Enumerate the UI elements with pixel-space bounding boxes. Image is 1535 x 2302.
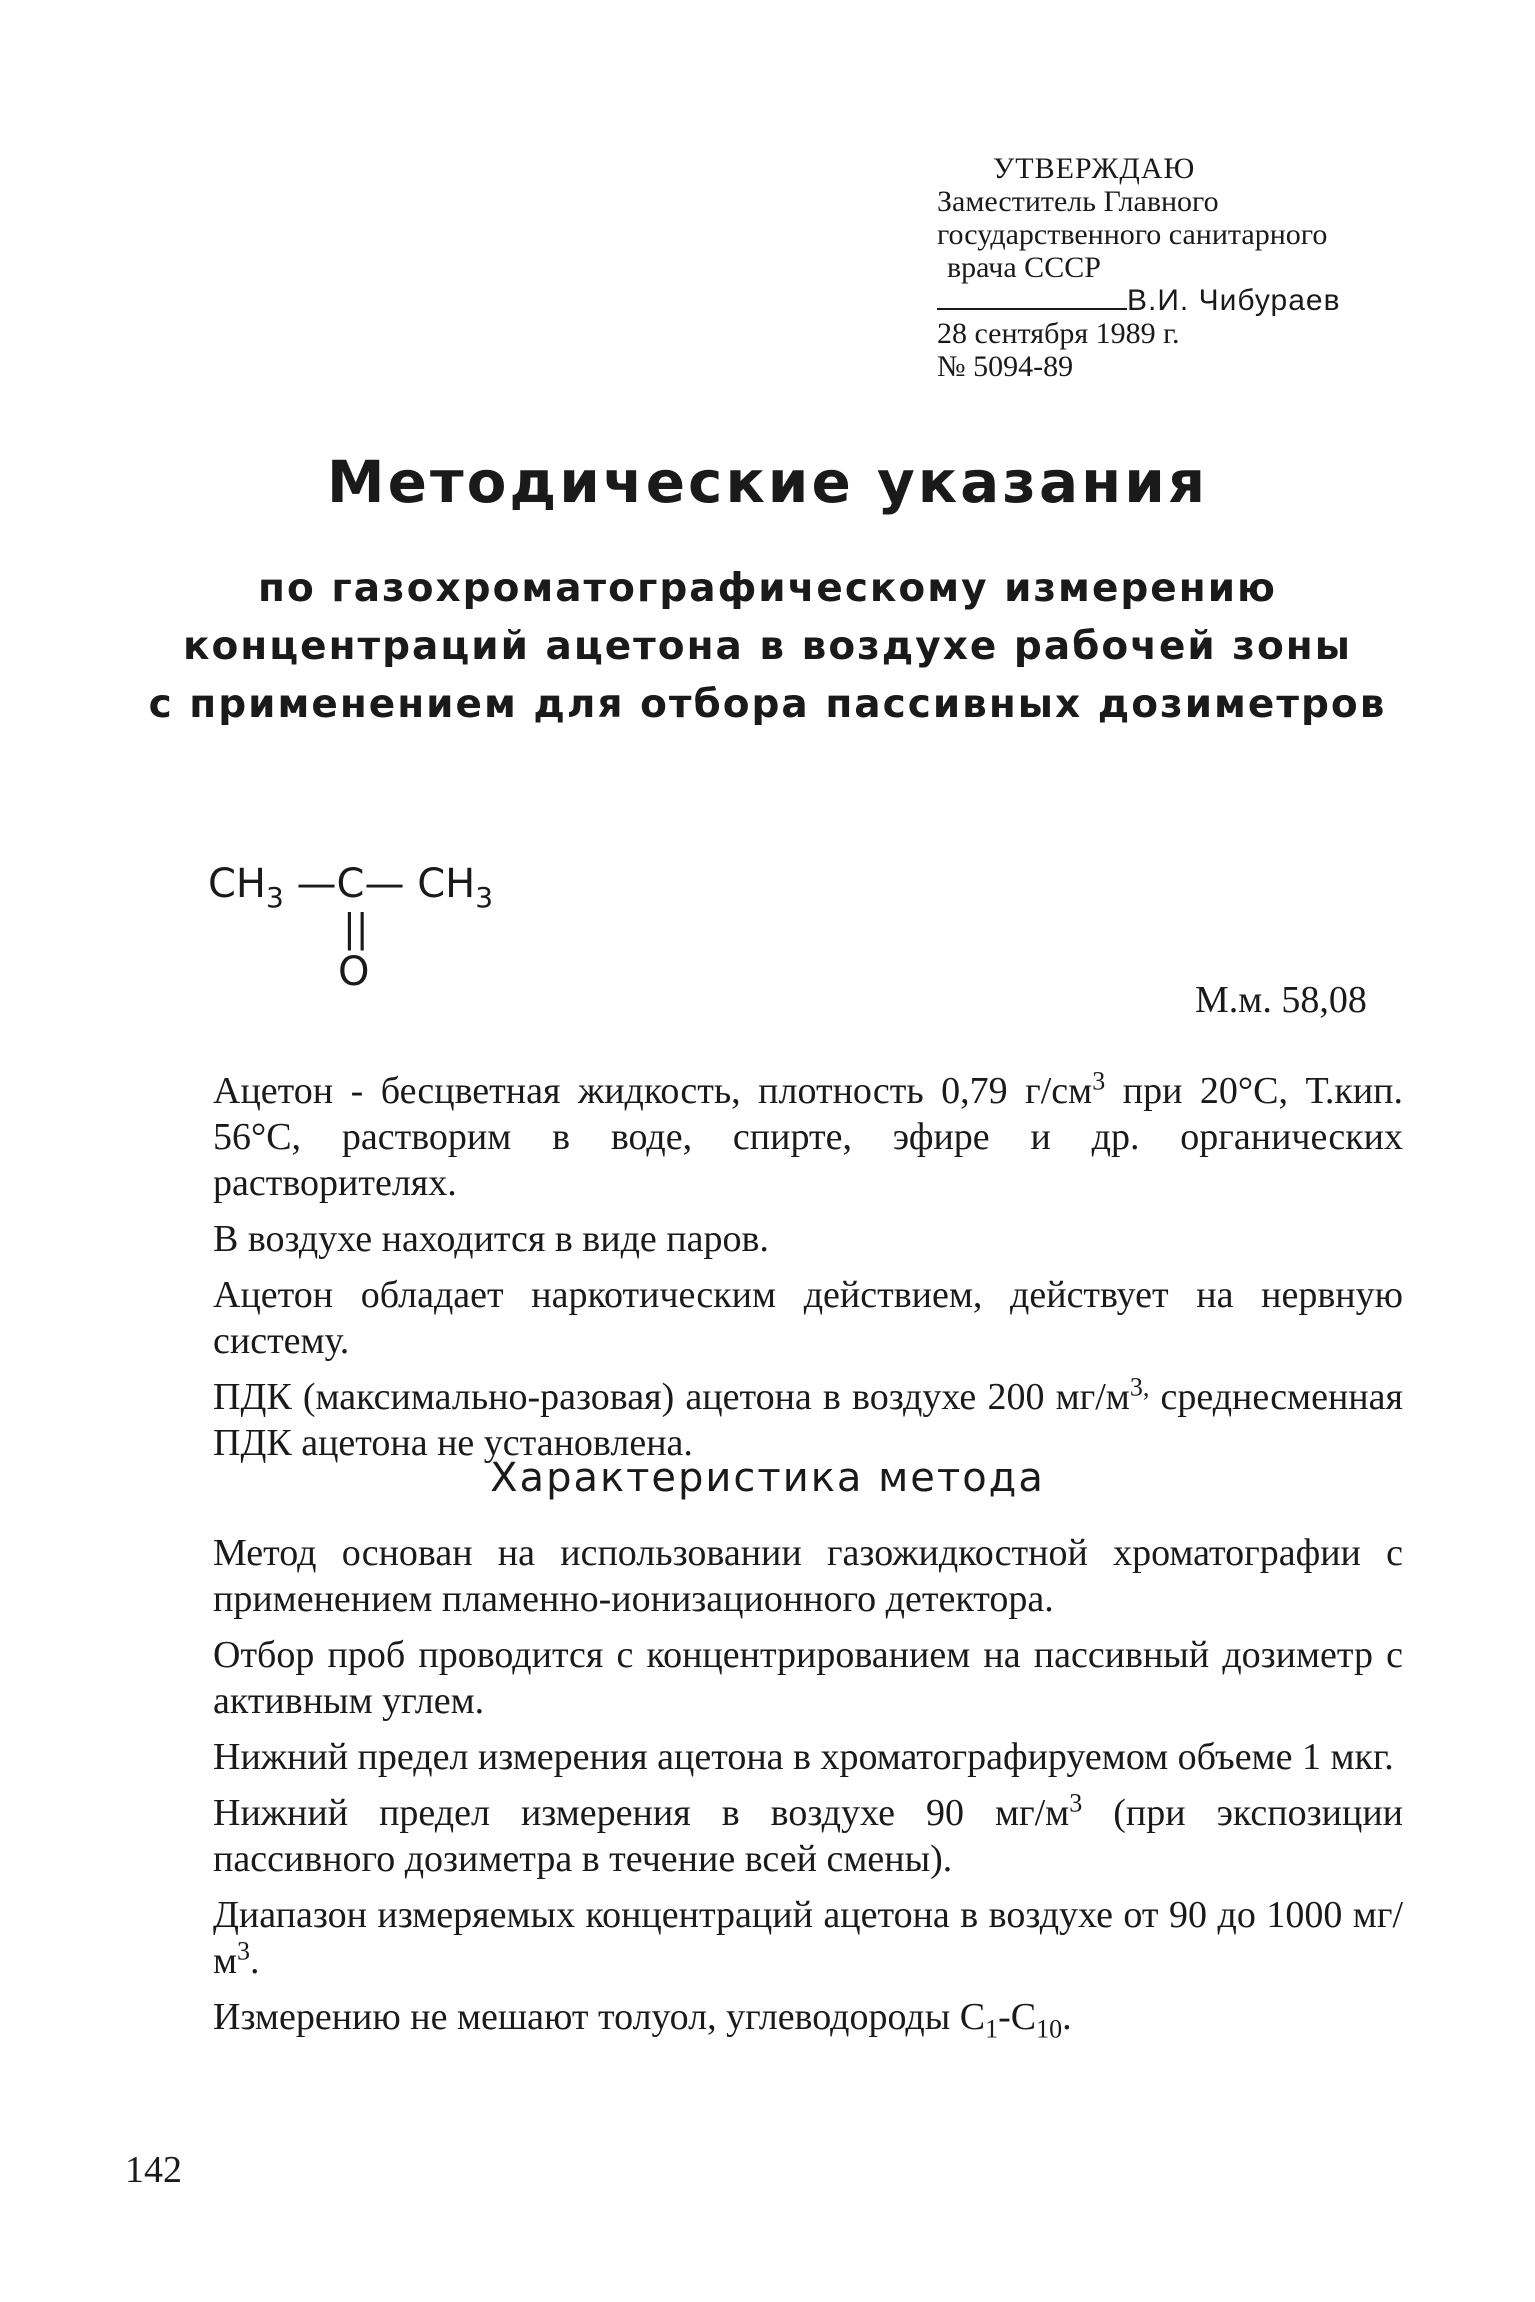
- property-paragraph-4: [213, 1374, 1403, 1466]
- m5-text-a: Диапазон измеряемых концентраций ацетона в воздухе от 90 до 1000 мг/м: [213, 1894, 1403, 1982]
- properties-section: [213, 1068, 1403, 1476]
- method-paragraph-5: [213, 1892, 1403, 1984]
- m5-text-b: .: [250, 1940, 260, 1982]
- p4-text-a: ПДК (максимально-разовая) ацетона в воздухе 200 мг/м: [213, 1376, 1130, 1418]
- approval-heading: УТВЕРЖДАЮ: [993, 152, 1196, 185]
- m6-text-mid: -С: [998, 1996, 1037, 2038]
- method-paragraph-1: Метод основан на использовании газожидкостной хроматографии с применением пламенно-ионизационного детектора.: [213, 1532, 1403, 1620]
- m5-sup: 3: [237, 1936, 251, 1966]
- approval-position-line3: врача СССР: [947, 251, 1101, 284]
- formula-middle: —C—: [283, 861, 418, 907]
- method-paragraph-4: [213, 1790, 1403, 1882]
- m6-text-a: Измерению не мешают толуол, углеводороды С: [213, 1996, 986, 2038]
- m4-text-b: (при экспозиции пассивного дозиметра в течение всей смены).: [213, 1792, 1403, 1880]
- approval-number: № 5094-89: [937, 350, 1074, 383]
- acetone-structural-formula: [208, 862, 493, 994]
- formula-oxygen: O: [338, 949, 370, 995]
- approval-position-line1: Заместитель Главного: [937, 185, 1219, 218]
- formula-ch-left: CH: [208, 861, 267, 907]
- subtitle-line3: с применением для отбора пассивных дозиметров: [148, 682, 1387, 727]
- formula-ch-right: CH: [417, 861, 476, 907]
- property-paragraph-1: [213, 1068, 1403, 1206]
- subtitle-line1: по газохроматографическому измерению: [258, 566, 1277, 611]
- property-paragraph-3: Ацетон обладает наркотическим действием, действует на нервную систему.: [213, 1274, 1403, 1362]
- formula-sub-left: 3: [266, 881, 284, 914]
- p4-text-b: среднесменная ПДК ацетона не установлена.: [213, 1376, 1403, 1464]
- m4-text-a: Нижний предел измерения в воздухе 90 мг/м: [213, 1792, 1070, 1834]
- approval-signature-row: [937, 284, 1457, 317]
- method-paragraph-3: Нижний предел измерения ацетона в хроматографируемом объеме 1 мкг.: [213, 1736, 1394, 1778]
- approval-date: 28 сентября 1989 г.: [937, 317, 1180, 350]
- p1-text-b: при 20°С, Т.кип. 56°С, растворим в воде, спирте, эфире и др. органических растворителях.: [213, 1070, 1403, 1204]
- molar-mass: М.м. 58,08: [1195, 979, 1367, 1021]
- subtitle-line2: концентраций ацетона в воздухе рабочей зоны: [183, 624, 1352, 669]
- approval-signer: В.И. Чибураев: [1127, 284, 1341, 317]
- m6-sub2: 10: [1036, 2014, 1063, 2044]
- approval-position-line2: государственного санитарного: [937, 218, 1328, 251]
- method-paragraph-6: [213, 1994, 1403, 2044]
- signature-line: [937, 284, 1127, 310]
- method-section: [213, 1530, 1403, 2050]
- property-paragraph-2: В воздухе находится в виде паров.: [213, 1218, 769, 1260]
- approval-block: [937, 152, 1457, 383]
- m4-sup: 3: [1069, 1788, 1083, 1818]
- formula-double-bond: ||: [343, 906, 369, 950]
- m6-text-b: .: [1062, 1996, 1072, 2038]
- p1-text-a: Ацетон - бесцветная жидкость, плотность 0,79 г/см: [213, 1070, 1093, 1112]
- page-number: 142: [125, 2149, 182, 2191]
- formula-sub-right: 3: [475, 881, 494, 914]
- section-heading: Характеристика метода: [490, 1455, 1045, 1501]
- document-subtitle: [0, 560, 1535, 734]
- formula-row-main: [208, 861, 494, 914]
- document-title: Методические указания: [326, 448, 1209, 516]
- p1-sup: 3: [1092, 1066, 1106, 1096]
- method-paragraph-2: Отбор проб проводится с концентрированием на пассивный дозиметр с активным углем.: [213, 1634, 1403, 1722]
- m6-sub1: 1: [985, 2014, 999, 2044]
- p4-sup: 3,: [1129, 1372, 1150, 1402]
